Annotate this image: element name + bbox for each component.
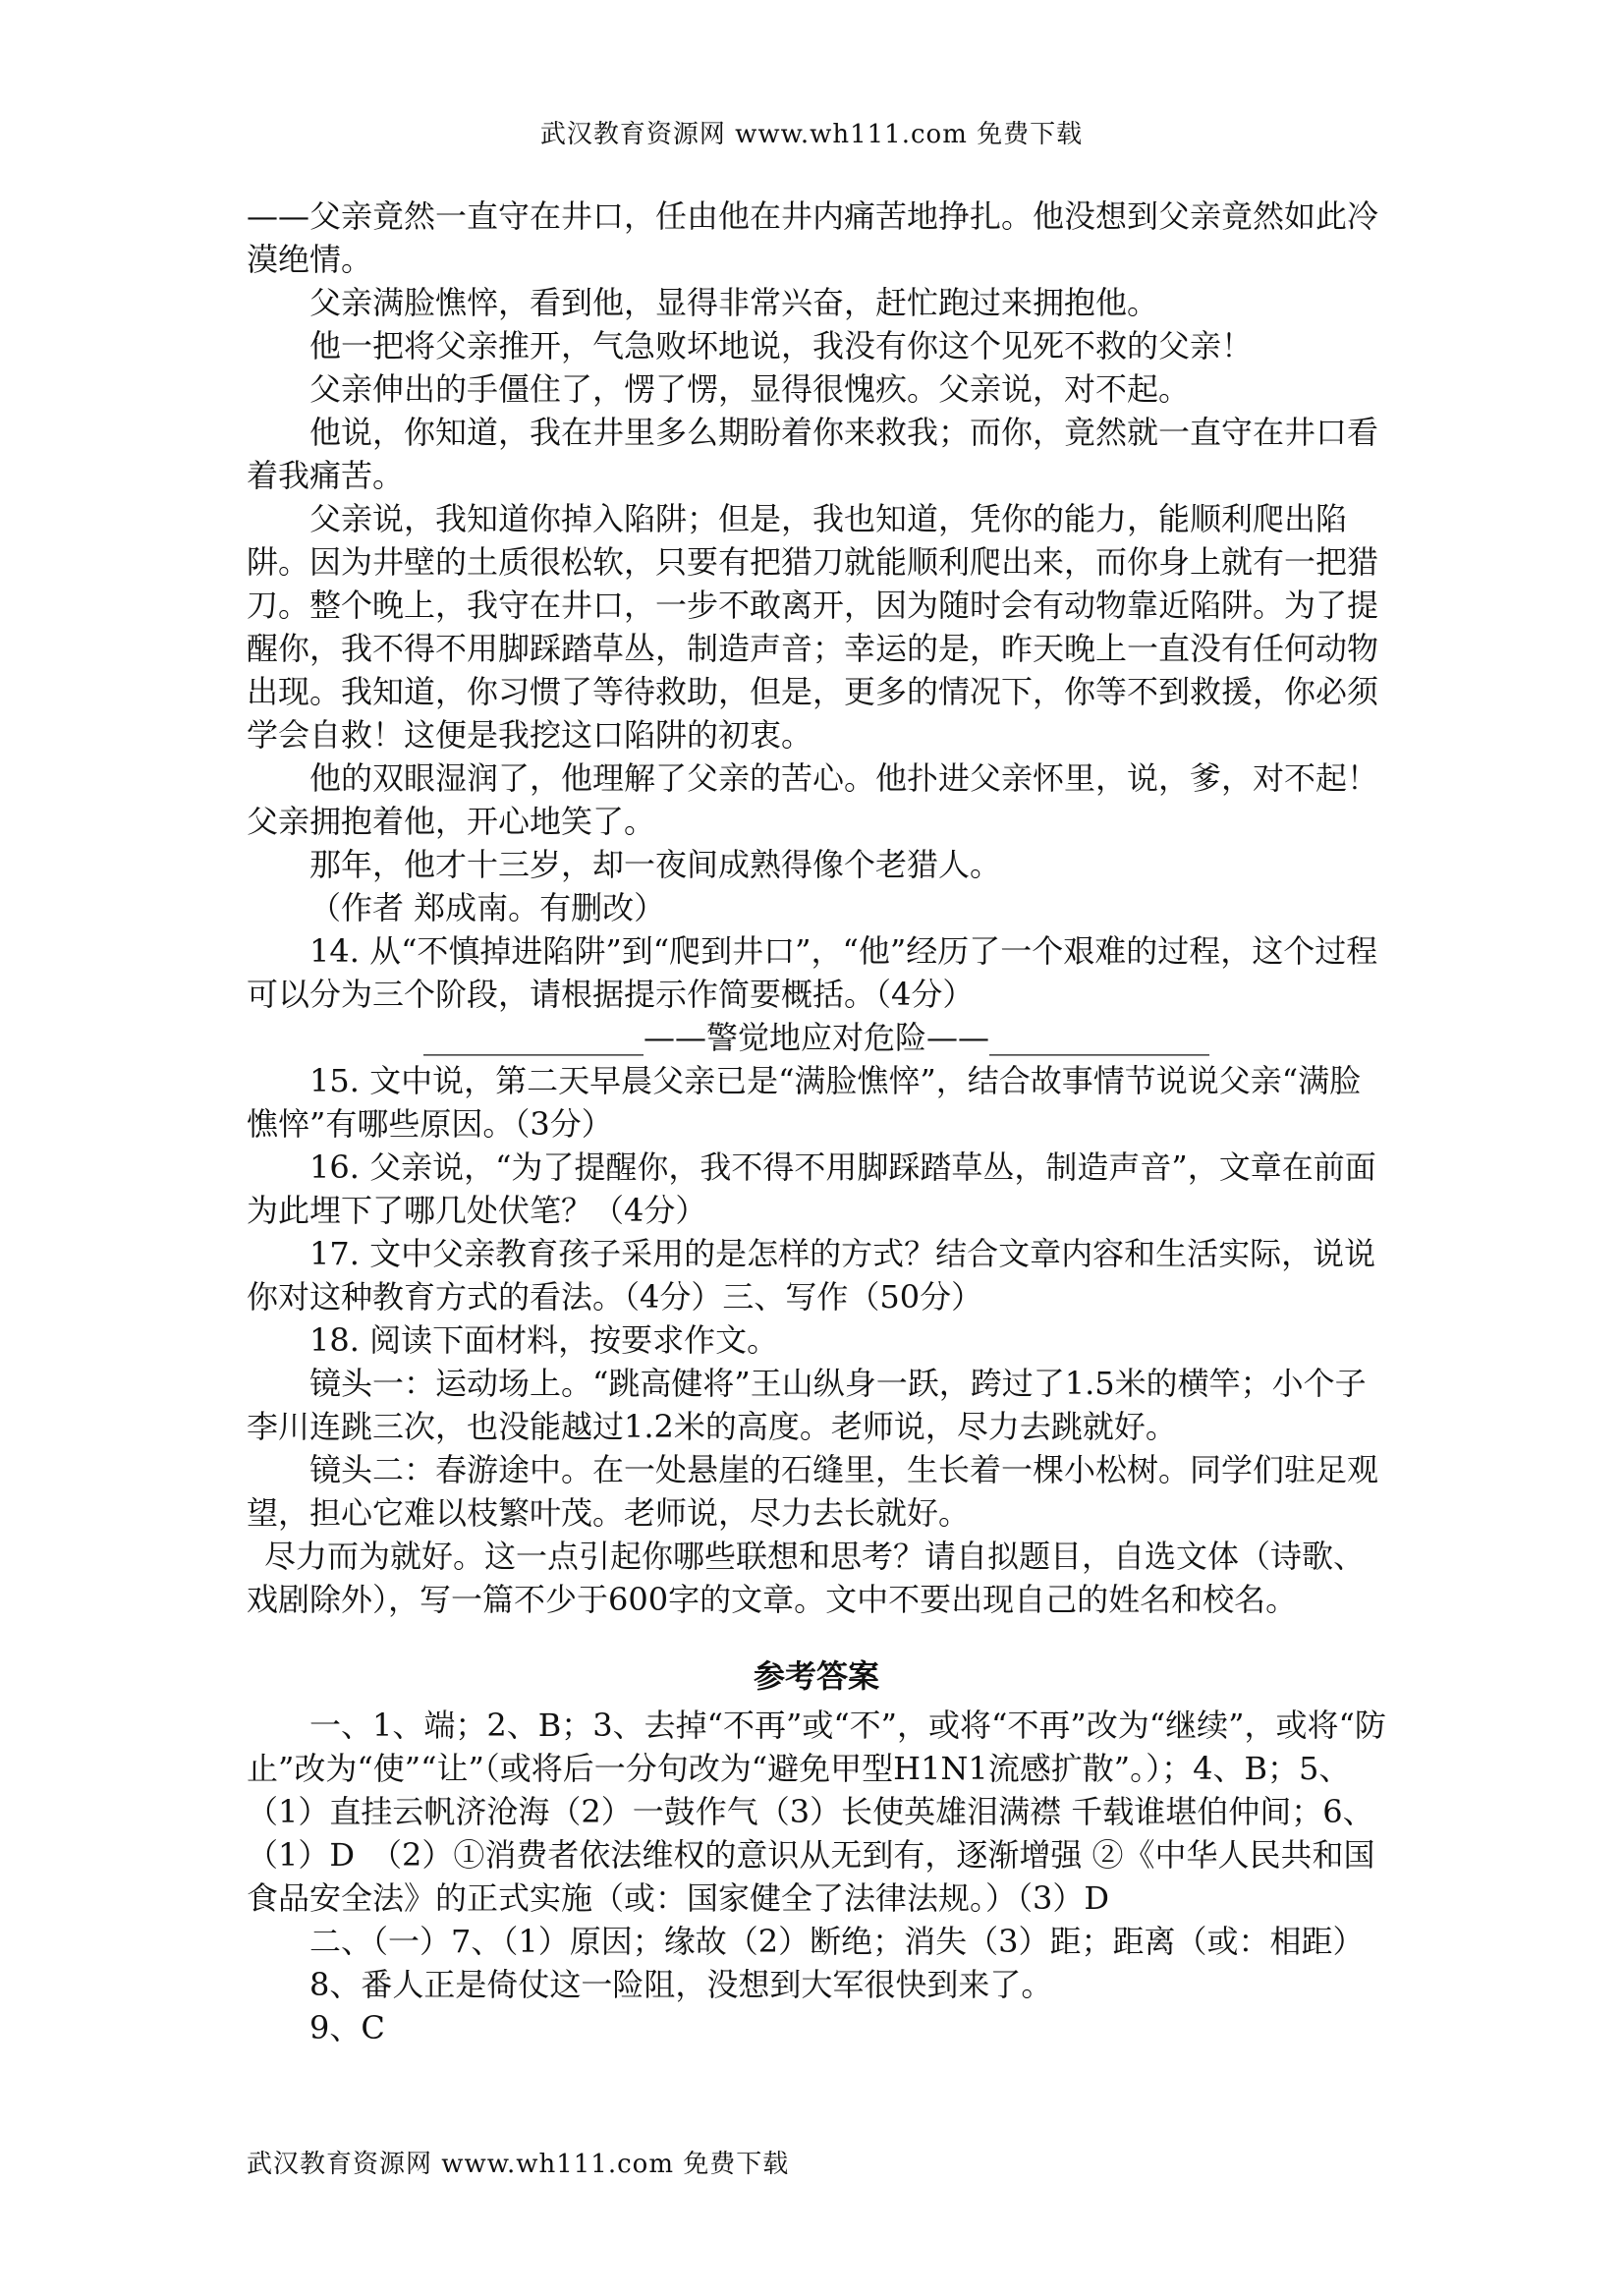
question-14-blank: ______________——警觉地应对危险——______________ [422, 1019, 1209, 1056]
answer-8: 8、番人正是倚仗这一险阻，没想到大军很快到来了。 [309, 1966, 1053, 2003]
answer-section-2: 二、（一）7、（1）原因；缘故（2）断绝；消失（3）距；距离（或：相距） [309, 1923, 1365, 1960]
story-paragraph: ——父亲竟然一直守在井口，任由他在井内痛苦地挣扎。他没想到父亲竟然如此冷漠绝情。 [247, 197, 1379, 278]
question-14: 14. 从“不慎掉进陷阱”到“爬到井口”，“他”经历了一个艰难的过程，这个过程可以分为三个阶段，请根据提示作简要概括。（4分） [247, 932, 1378, 1013]
question-15: 15. 文中说，第二天早晨父亲已是“满脸憔悴”，结合故事情节说说父亲“满脸憔悴”有哪些原因。（3分） [247, 1062, 1362, 1143]
story-paragraph: 他说，你知道，我在井里多么期盼着你来救我；而你，竟然就一直守在井口看着我痛苦。 [247, 414, 1379, 494]
answer-9: 9、C [309, 2009, 385, 2046]
story-paragraph: 那年，他才十三岁，却一夜间成熟得像个老猎人。 [309, 846, 1002, 883]
question-16: 16. 父亲说，“为了提醒你，我不得不用脚踩踏草丛，制造声音”，文章在前面为此埋下了哪几处伏笔？（4分） [247, 1148, 1376, 1229]
material-shot-2: 镜头二：春游途中。在一处悬崖的石缝里，生长着一棵小松树。同学们驻足观望，担心它难以枝繁叶茂。老师说，尽力去长就好。 [247, 1451, 1379, 1532]
question-18: 18. 阅读下面材料，按要求作文。 [309, 1321, 779, 1359]
document-body [247, 195, 1386, 2049]
story-paragraph: 他一把将父亲推开，气急败坏地说，我没有你这个见死不救的父亲！ [309, 327, 1254, 364]
page-footer: 武汉教育资源网 www.wh111.com 免费下载 [247, 2150, 790, 2179]
author-credit: （作者 郑成南。有删改） [309, 889, 666, 926]
story-paragraph: 父亲伸出的手僵住了，愣了愣，显得很愧疚。父亲说，对不起。 [309, 370, 1191, 408]
story-paragraph: 他的双眼湿润了，他理解了父亲的苦心。他扑进父亲怀里，说，爹，对不起！父亲拥抱着他，开心地笑了。 [247, 759, 1379, 840]
material-shot-1: 镜头一：运动场上。“跳高健将”王山纵身一跃，跨过了1.5米的横竿；小个子李川连跳三次，也没能越过1.2米的高度。老师说，尽力去跳就好。 [247, 1365, 1367, 1445]
answers-title: 参考答案 [753, 1657, 879, 1695]
story-paragraph: 父亲说，我知道你掉入陷阱；但是，我也知道，凭你的能力，能顺利爬出陷阱。因为井壁的土质很松软，只要有把猎刀就能顺利爬出来，而你身上就有一把猎刀。整个晚上，我守在井口，一步不敢离开，因为随时会有动物靠近陷阱。为了提醒你，我不得不用脚踩踏草丛，制造声音；幸运的是，昨天晚上一直没有任何动物出现。我知道，你习惯了等待救助，但是，更多的情况下，你等不到救援，你必须学会自救！这便是我挖这口陷阱的初衷。 [247, 500, 1379, 754]
question-17: 17. 文中父亲教育孩子采用的是怎样的方式？结合文章内容和生活实际，说说你对这种教育方式的看法。（4分）三、写作（50分） [247, 1235, 1376, 1316]
writing-prompt: 尽力而为就好。这一点引起你哪些联想和思考？请自拟题目，自选文体（诗歌、戏剧除外），写一篇不少于600字的文章。文中不要出现自己的姓名和校名。 [247, 1538, 1366, 1618]
story-paragraph: 父亲满脸憔悴，看到他，显得非常兴奋，赶忙跑过来拥抱他。 [309, 284, 1159, 321]
answer-section-1: 一、1、端；2、B；3、去掉“不再”或“不”，或将“不再”改为“继续”，或将“防止”改为“使”“让”（或将后一分句改为“避免甲型H1N1流感扩散”。）；4、B；5、（1）直挂云帆济沧海（2）一鼓作气（3）长使英雄泪满襟 千载谁堪伯仲间；6、（1）D （2）①消费者依法维权的意识从无到有，逐渐增强 ②《中华人民共和国食品安全法》的正式实施（或：国家健全了法律法规。）（3）D [247, 1707, 1386, 1917]
page-header: 武汉教育资源网 www.wh111.com 免费下载 [539, 120, 1084, 149]
